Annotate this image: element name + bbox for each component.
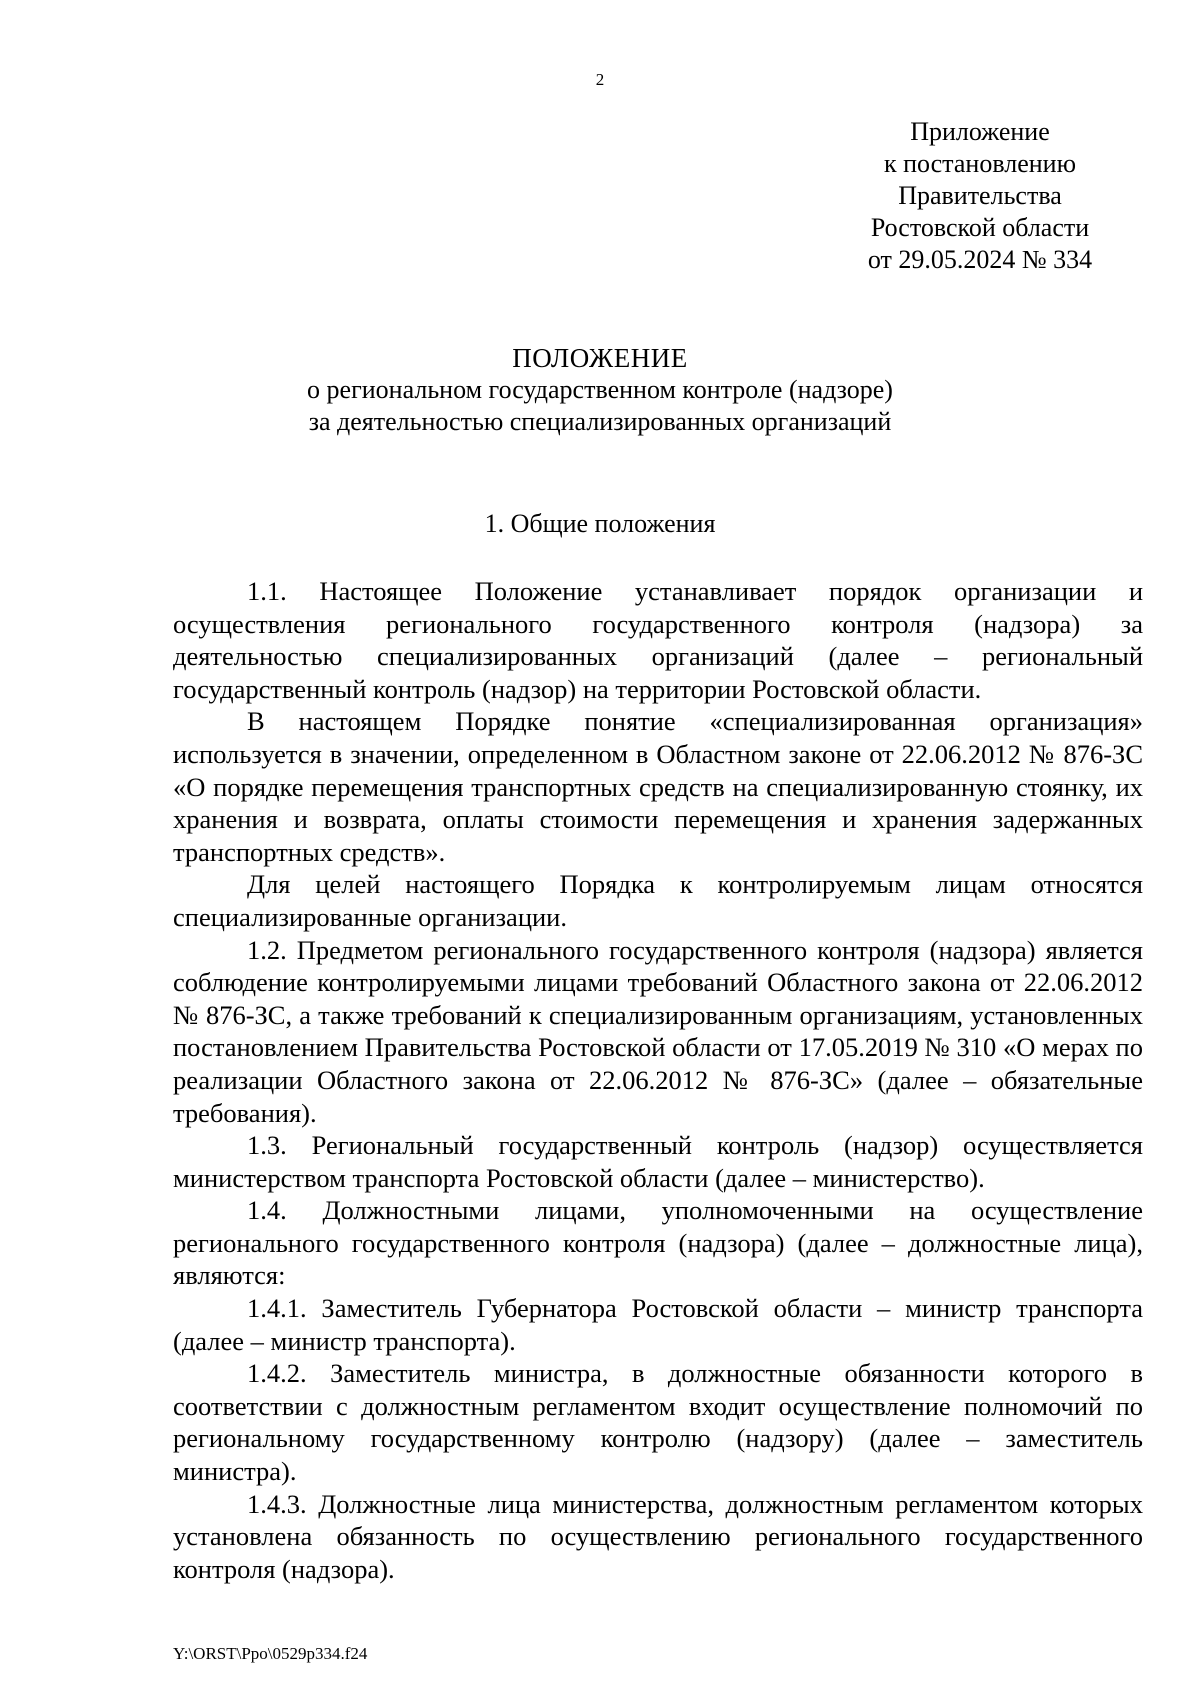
document-subtitle-line-1: о региональном государственном контроле (надзоре): [307, 375, 893, 404]
footer-file-path: Y:\ORST\Ppo\0529p334.f24: [173, 1644, 368, 1663]
paragraph-1-3: 1.3. Региональный государственный контроль (надзор) осуществляется министерством транспорта Ростовской области (далее – министерство).: [173, 1130, 1143, 1193]
appendix-line: Приложение: [910, 117, 1050, 146]
paragraph-1-4-2: 1.4.2. Заместитель министра, в должностные обязанности которого в соответствии с должностным регламентом входит осуществление полномочий по региональному государственному контролю (надзору) (далее – заместитель министра).: [173, 1358, 1143, 1487]
appendix-block: [820, 116, 1140, 276]
document-title-block: [0, 342, 1200, 438]
appendix-line: от 29.05.2024 № 334: [867, 245, 1093, 274]
paragraph-1-4-3: 1.4.3. Должностные лица министерства, должностным регламентом которых установлена обязанность по осуществлению регионального государственного контроля (надзора).: [173, 1488, 1143, 1584]
appendix-line: Правительства: [898, 181, 1062, 210]
appendix-line: к постановлению: [883, 149, 1077, 178]
paragraph-definition: В настоящем Порядке понятие «специализированная организация» используется в значении, определенном в Областном законе от 22.06.2012 № 876-ЗС «О порядке перемещения транспортных средств на специализированную стоянку, их хранения и возврата, оплаты стоимости перемещения и хранения задержанных транспортных средств».: [173, 706, 1143, 867]
document-subtitle-line-2: за деятельностью специализированных организаций: [308, 407, 892, 436]
section-heading: 1. Общие положения: [484, 509, 716, 538]
page-number: 2: [595, 70, 605, 89]
paragraph-1-1: 1.1. Настоящее Положение устанавливает порядок организации и осуществления регионального государственного контроля (надзора) за деятельностью специализированных организаций (далее – региональный государственный контроль (надзор) на территории Ростовской области.: [173, 576, 1143, 704]
document-title: ПОЛОЖЕНИЕ: [512, 343, 688, 373]
paragraph-1-4-1: 1.4.1. Заместитель Губернатора Ростовской области – министр транспорта (далее – министр транспорта).: [173, 1293, 1143, 1356]
section-body: [173, 575, 1143, 1585]
paragraph-1-2: 1.2. Предметом регионального государственного контроля (надзора) является соблюдение контролируемыми лицами требований Областного закона от 22.06.2012 № 876-ЗС, а также требований к специализированным организациям, установленных постановлением Правительства Ростовской области от 17.05.2019 № 310 «О мерах по реализации Областного закона от 22.06.2012 № 876-ЗС» (далее – обязательные требования).: [173, 934, 1143, 1128]
paragraph-1-4: 1.4. Должностными лицами, уполномоченными на осуществление регионального государственного контроля (надзора) (далее – должностные лица), являются:: [173, 1195, 1143, 1291]
appendix-line: Ростовской области: [870, 213, 1090, 242]
paragraph-controlled-persons: Для целей настоящего Порядка к контролируемым лицам относятся специализированные организации.: [173, 869, 1143, 932]
